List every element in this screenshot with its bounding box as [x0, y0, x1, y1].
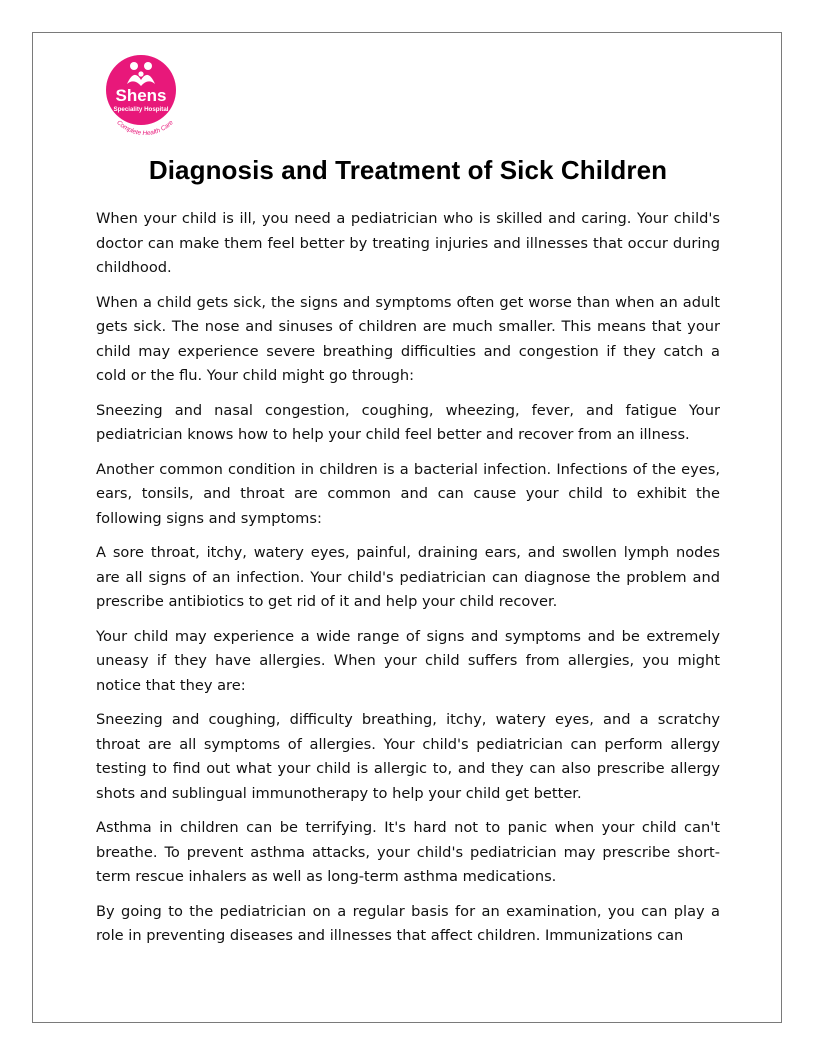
paragraph: Sneezing and coughing, difficulty breathing, itchy, watery eyes, and a scratchy throat are all symptoms of allergies. Your child's pediatrician can perform allergy testing to find out what your child is allergic to, and they can also prescribe allergy shots and sublingual immunotherapy to help your child get better. — [96, 711, 720, 802]
paragraph: Another common condition in children is a bacterial infection. Infections of the eyes, ears, tonsils, and throat are common and can cause your child to exhibit the following signs and symptoms: — [96, 460, 720, 527]
paragraph: When a child gets sick, the signs and symptoms often get worse than when an adult gets sick. The nose and sinuses of children are much smaller. This means that your child may experience severe breathing difficulties and congestion if they catch a cold or the flu. Your child might go through: — [96, 293, 720, 384]
article-body — [96, 207, 720, 959]
paragraph: A sore throat, itchy, watery eyes, painful, draining ears, and swollen lymph nodes are all signs of an infection. Your child's pediatrician can diagnose the problem and prescribe antibiotics to get rid of it and help your child recover. — [96, 544, 720, 610]
paragraph: By going to the pediatrician on a regular basis for an examination, you can play a role in preventing diseases and illnesses that affect children. Immunizations can — [96, 902, 720, 944]
paragraph: When your child is ill, you need a pediatrician who is skilled and caring. Your child's doctor can make them feel better by treating injuries and illnesses that occur during childhood. — [96, 210, 720, 276]
paragraph: Your child may experience a wide range of signs and symptoms and be extremely uneasy if they have allergies. When your child suffers from allergies, you might notice that they are: — [96, 627, 720, 694]
logo-brand: Shens — [115, 86, 167, 105]
logo-tagline: Complete Health Care — [115, 119, 175, 137]
paragraph: Asthma in children can be terrifying. It's hard not to panic when your child can't breathe. To prevent asthma attacks, your child's pediatrician may prescribe short-term rescue inhalers as well as long-term asthma medications. — [96, 819, 720, 885]
paragraph: Sneezing and nasal congestion, coughing, wheezing, fever, and fatigue Your pediatrician knows how to help your child feel better and recover from an illness. — [96, 401, 720, 443]
page-title: Diagnosis and Treatment of Sick Children — [148, 155, 668, 185]
logo-subtitle: Speciality Hospital — [113, 106, 169, 113]
shens-hospital-logo — [97, 46, 193, 142]
